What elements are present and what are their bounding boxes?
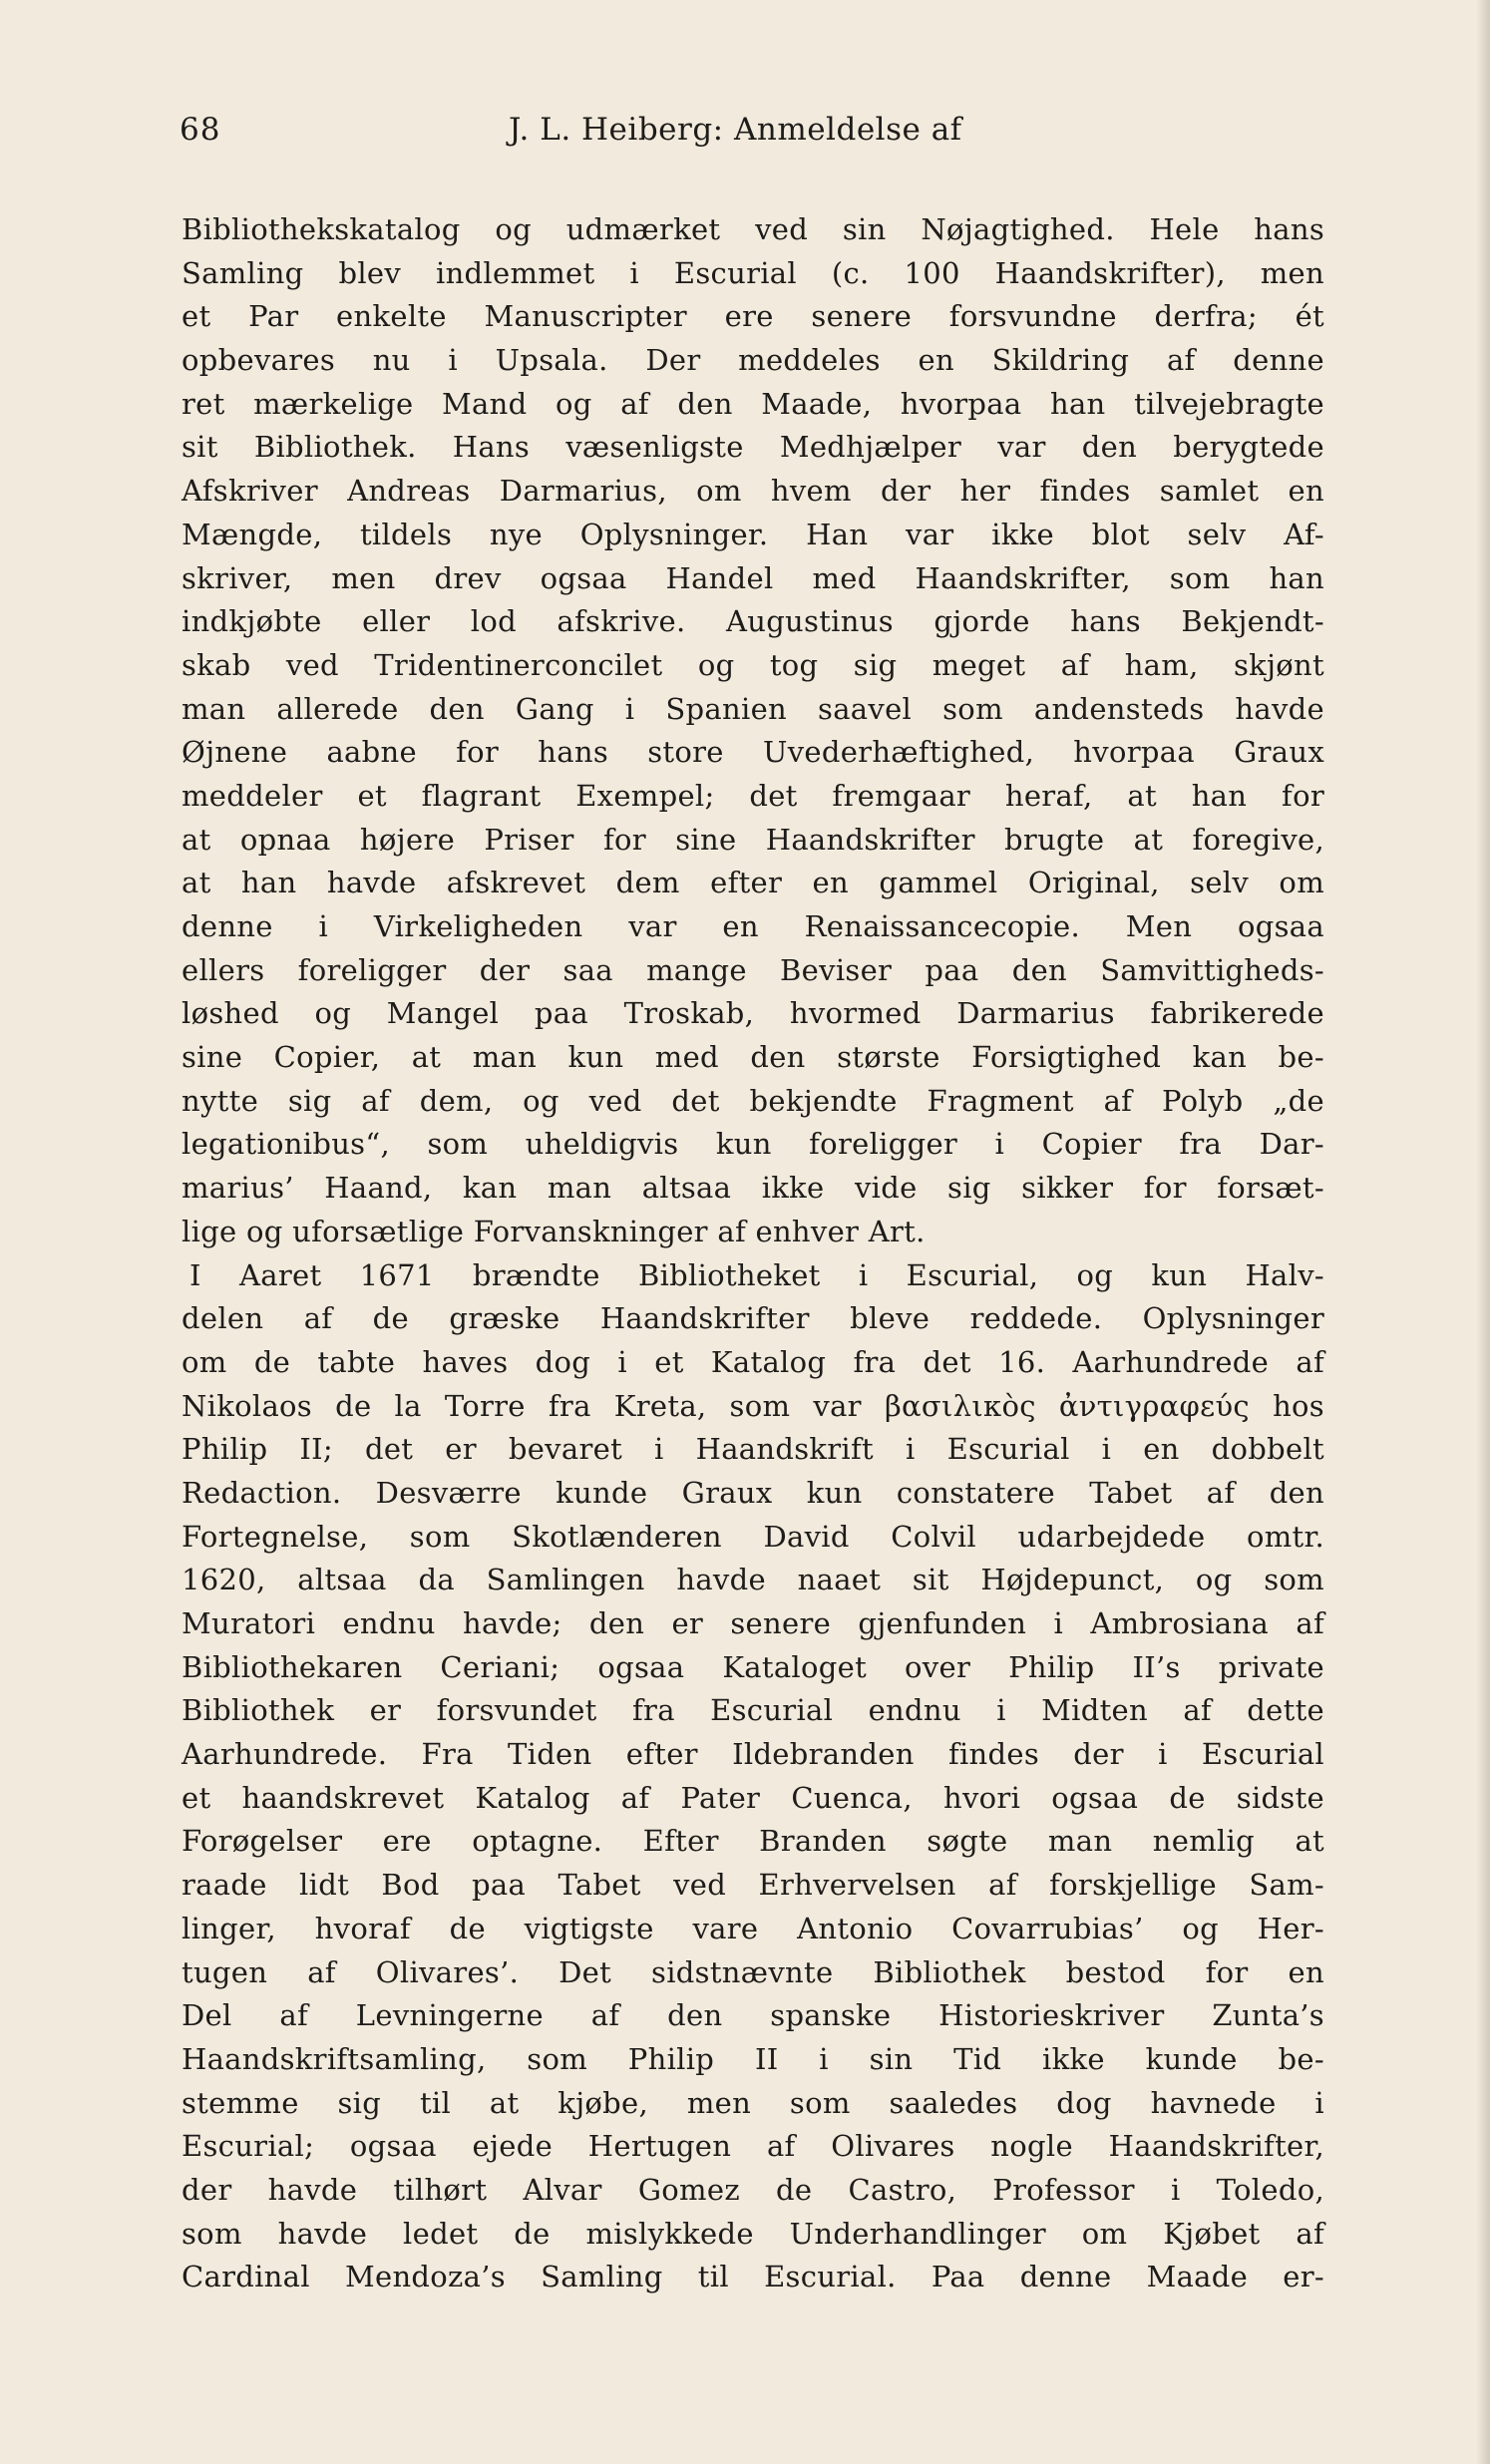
- text-line: skab ved Tridentinerconcilet og tog sig meget af ham, skjønt: [182, 647, 1324, 682]
- text-line: Nikolaos de la Torre fra Kreta, som var βασιλικὸς ἀντιγραφεύς hos: [182, 1388, 1324, 1423]
- text-line: Redaction. Desværre kunde Graux kun constatere Tabet af den: [182, 1475, 1324, 1510]
- text-line: Mængde, tildels nye Oplysninger. Han var ikke blot selv Af-: [182, 517, 1324, 551]
- text-line: ret mærkelige Mand og af den Maade, hvorpaa han tilvejebragte: [182, 386, 1324, 421]
- text-line: Bibliothekaren Ceriani; ogsaa Kataloget over Philip II’s private: [182, 1649, 1324, 1684]
- text-line: indkjøbte eller lod afskrive. Augustinus gjorde hans Bekjendt-: [182, 604, 1324, 639]
- text-line: som havde ledet de mislykkede Underhandlinger om Kjøbet af: [182, 2216, 1324, 2251]
- text-line: Del af Levningerne af den spanske Historieskriver Zunta’s: [182, 1998, 1324, 2033]
- text-line: linger, hvoraf de vigtigste vare Antonio Covarrubias’ og Her-: [182, 1911, 1324, 1945]
- text-line: meddeler et flagrant Exempel; det fremgaar heraf, at han for: [182, 778, 1324, 813]
- text-line: denne i Virkeligheden var en Renaissancecopie. Men ogsaa: [182, 909, 1324, 943]
- text-line: Øjnene aabne for hans store Uvederhæftighed, hvorpaa Graux: [182, 735, 1324, 770]
- text-line: Cardinal Mendoza’s Samling til Escurial. Paa denne Maade er-: [182, 2260, 1324, 2294]
- text-line: Forøgelser ere optagne. Efter Branden søgte man nemlig at: [182, 1824, 1324, 1859]
- text-line: der havde tilhørt Alvar Gomez de Castro, Professor i Toledo,: [182, 2172, 1324, 2207]
- text-line: tugen af Olivares’. Det sidstnævnte Bibliothek bestod for en: [182, 1954, 1324, 1989]
- text-line: Samling blev indlemmet i Escurial (c. 100 Haandskrifter), men: [182, 255, 1324, 290]
- text-line: Bibliothekskatalog og udmærket ved sin Nøjagtighed. Hele hans: [182, 212, 1324, 246]
- text-line: at opnaa højere Priser for sine Haandskrifter brugte at foregive,: [182, 822, 1324, 857]
- text-line: skriver, men drev ogsaa Handel med Haandskrifter, som han: [182, 560, 1324, 595]
- page-number: 68: [180, 112, 221, 148]
- text-line: et haandskrevet Katalog af Pater Cuenca, hvori ogsaa de sidste: [182, 1780, 1324, 1815]
- scan-edge-shadow: [1476, 0, 1490, 2464]
- text-line: Muratori endnu havde; den er senere gjenfunden i Ambrosiana af: [182, 1606, 1324, 1640]
- text-line: raade lidt Bod paa Tabet ved Erhvervelsen af forskjellige Sam-: [182, 1868, 1324, 1903]
- text-line: 1620, altsaa da Samlingen havde naaet sit Højdepunct, og som: [182, 1563, 1324, 1597]
- text-line: marius’ Haand, kan man altsaa ikke vide sig sikker for forsæt-: [182, 1171, 1324, 1206]
- text-line: et Par enkelte Manuscripter ere senere forsvundne derfra; ét: [182, 299, 1324, 334]
- text-line: nytte sig af dem, og ved det bekjendte Fragment af Polyb „de: [182, 1083, 1324, 1118]
- body-text: [182, 208, 1324, 2299]
- text-line: at han havde afskrevet dem efter en gammel Original, selv om: [182, 866, 1324, 900]
- text-line: opbevares nu i Upsala. Der meddeles en Skildring af denne: [182, 343, 1324, 378]
- text-line: man allerede den Gang i Spanien saavel som andensteds havde: [182, 691, 1324, 726]
- text-line: Philip II; det er bevaret i Haandskrift i Escurial i en dobbelt: [182, 1432, 1324, 1467]
- text-line: Aarhundrede. Fra Tiden efter Ildebranden findes der i Escurial: [182, 1737, 1324, 1772]
- text-line: Escurial; ogsaa ejede Hertugen af Olivares nogle Haandskrifter,: [182, 2129, 1324, 2164]
- running-head: J. L. Heiberg: Anmeldelse af: [509, 112, 962, 148]
- text-line: Afskriver Andreas Darmarius, om hvem der her findes samlet en: [182, 474, 1324, 509]
- text-line: delen af de græske Haandskrifter bleve reddede. Oplysninger: [182, 1301, 1324, 1336]
- text-line: Bibliothek er forsvundet fra Escurial endnu i Midten af dette: [182, 1693, 1324, 1728]
- text-line: sine Copier, at man kun med den største Forsigtighed kan be-: [182, 1040, 1324, 1075]
- text-line: om de tabte haves dog i et Katalog fra det 16. Aarhundrede af: [182, 1344, 1324, 1379]
- text-line: sit Bibliothek. Hans væsenligste Medhjælper var den berygtede: [182, 430, 1324, 465]
- text-line: stemme sig til at kjøbe, men som saaledes dog havnede i: [182, 2085, 1324, 2120]
- text-line: ellers foreligger der saa mange Beviser paa den Samvittigheds-: [182, 952, 1324, 987]
- page-header: [180, 112, 1336, 162]
- text-line: legationibus“, som uheldigvis kun foreligger i Copier fra Dar-: [182, 1127, 1324, 1162]
- paragraph-start-line: I Aaret 1671 brændte Bibliotheket i Escurial, og kun Halv-: [189, 1257, 1324, 1292]
- text-line: løshed og Mangel paa Troskab, hvormed Darmarius fabrikerede: [182, 996, 1324, 1031]
- text-line: Fortegnelse, som Skotlænderen David Colvil udarbejdede omtr.: [182, 1519, 1324, 1554]
- text-line: Haandskriftsamling, som Philip II i sin Tid ikke kunde be-: [182, 2041, 1324, 2076]
- paragraph-end-line: lige og uforsætlige Forvanskninger af enhver Art.: [182, 1214, 926, 1248]
